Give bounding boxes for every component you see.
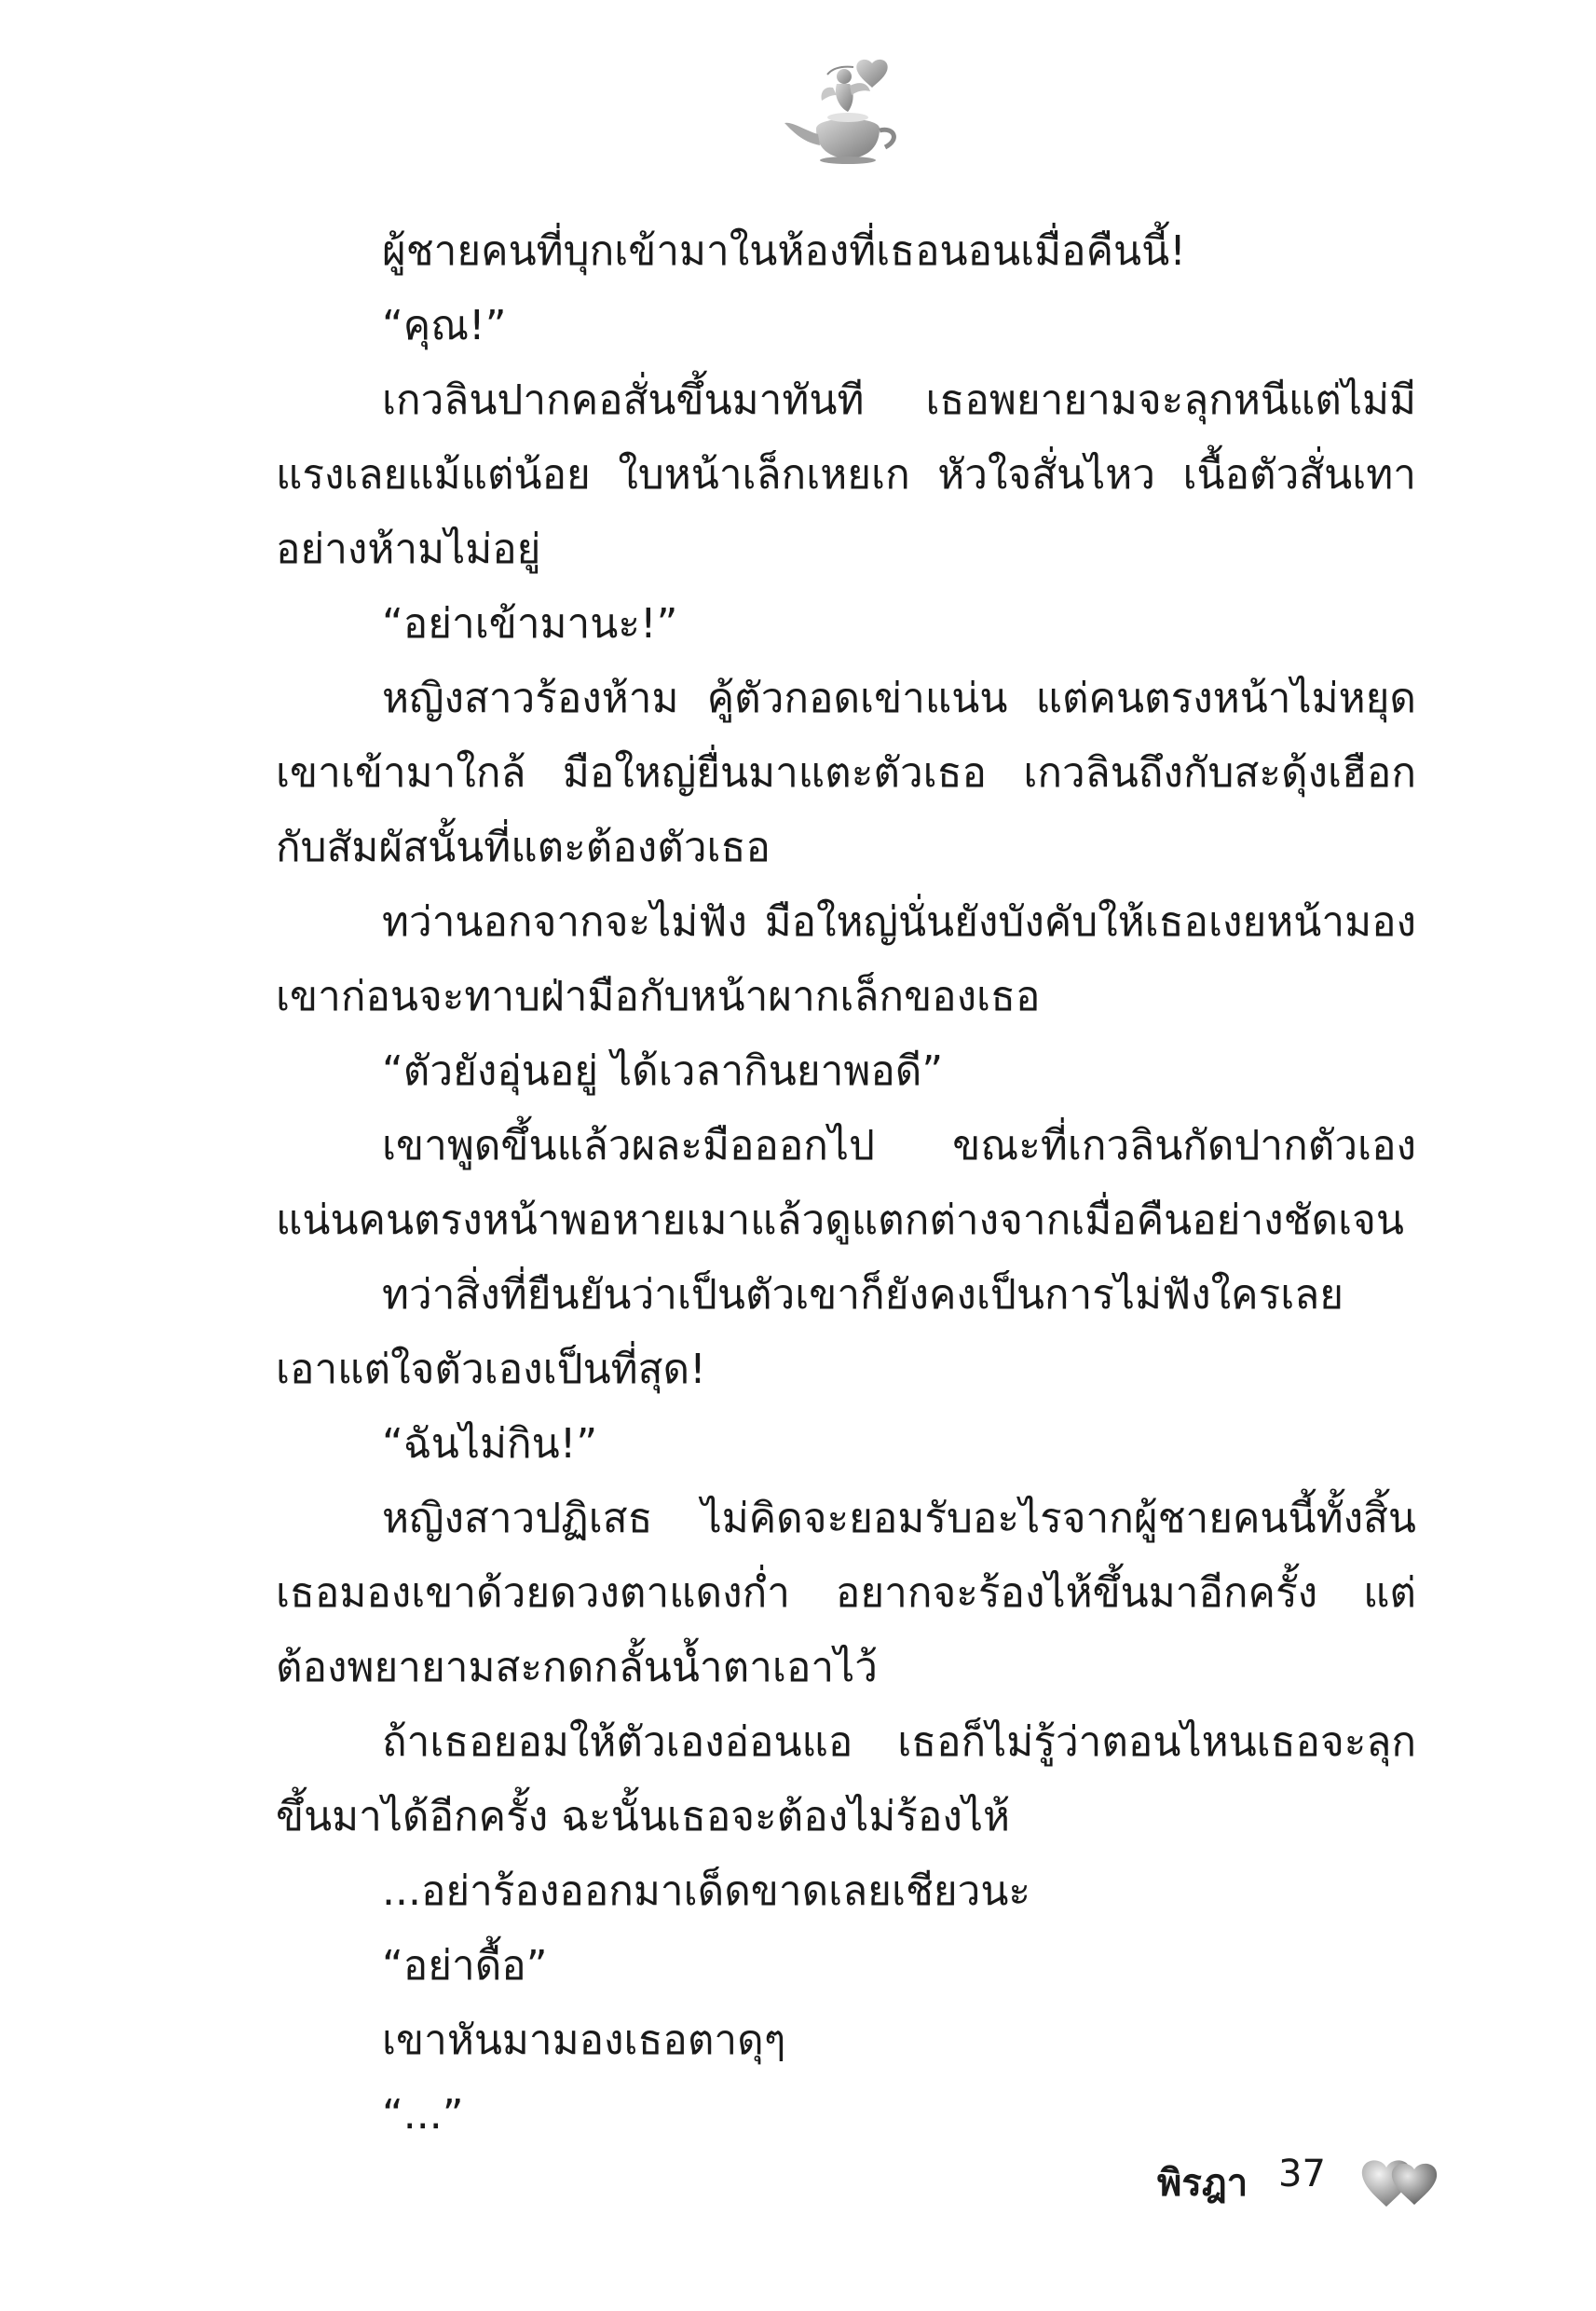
- paragraph: ทว่าสิ่งที่ยืนยันว่าเป็นตัวเขาก็ยังคงเป็นการไม่ฟังใครเลย เอาแต่ใจตัวเองเป็นที่สุด!: [276, 1271, 1344, 1393]
- paragraph: ทว่านอกจากจะไม่ฟัง มือใหญ่นั่นยังบังคับให้เธอเงยหน้ามองเขาก่อนจะทาบฝ่ามือกับหน้าผากเล็กของเธอ: [276, 898, 1416, 1020]
- paragraph: หญิงสาวปฏิเสธ ไม่คิดจะยอมรับอะไรจากผู้ชายคนนี้ทั้งสิ้น เธอมองเขาด้วยดวงตาแดงก่ำ อยากจะร้องไห้ขึ้นมาอีกครั้ง แต่ต้องพยายามสะกดกลั้นน้ำตาเอาไว้: [276, 1495, 1416, 1691]
- paragraph: “อย่าเข้ามานะ!”: [382, 600, 678, 648]
- paragraph: ถ้าเธอยอมให้ตัวเองอ่อนแอ เธอก็ไม่รู้ว่าตอนไหนเธอจะลุกขึ้นมาได้อีกครั้ง ฉะนั้นเธอจะต้องไม่ร้องไห้: [276, 1718, 1416, 1840]
- author-name: พิรฎา: [1157, 2162, 1248, 2205]
- hearts-icon: [1358, 2154, 1442, 2212]
- paragraph: “ฉันไม่กิน!”: [382, 1420, 598, 1468]
- paragraph: “คุณ!”: [382, 302, 507, 349]
- paragraph: เกวลินปากคอสั่นขึ้นมาทันที เธอพยายามจะลุกหนีแต่ไม่มีแรงเลยแม้แต่น้อย ใบหน้าเล็กเหยเก หัวใจสั่นไหว เนื้อตัวสั่นเทาอย่างห้ามไม่อยู่: [276, 376, 1416, 573]
- paragraph: “อย่าดื้อ”: [382, 1942, 548, 1990]
- page-number: 37: [1278, 2153, 1326, 2195]
- body-text: [276, 214, 1416, 2153]
- paragraph: ผู้ชายคนที่บุกเข้ามาในห้องที่เธอนอนเมื่อคืนนี้!: [382, 227, 1186, 275]
- cupid-teapot-icon: [779, 56, 919, 168]
- paragraph: ...อย่าร้องออกมาเด็ดขาดเลยเชียวนะ: [382, 1867, 1031, 1915]
- paragraph: เขาพูดขึ้นแล้วผละมือออกไป ขณะที่เกวลินกัดปากตัวเองแน่นคนตรงหน้าพอหายเมาแล้วดูแตกต่างจากเมื่อคืนอย่างชัดเจน: [276, 1122, 1416, 1244]
- paragraph: “...”: [382, 2091, 464, 2139]
- page-footer: [1146, 2145, 1453, 2220]
- paragraph: หญิงสาวร้องห้าม คู้ตัวกอดเข่าแน่น แต่คนตรงหน้าไม่หยุดเขาเข้ามาใกล้ มือใหญ่ยื่นมาแตะตัวเธอ เกวลินถึงกับสะดุ้งเฮือกกับสัมผัสนั้นที่แตะต้องตัวเธอ: [276, 675, 1416, 871]
- paragraph: “ตัวยังอุ่นอยู่ ได้เวลากินยาพอดี”: [382, 1047, 944, 1095]
- paragraph: เขาหันมามองเธอตาดุๆ: [382, 2017, 786, 2064]
